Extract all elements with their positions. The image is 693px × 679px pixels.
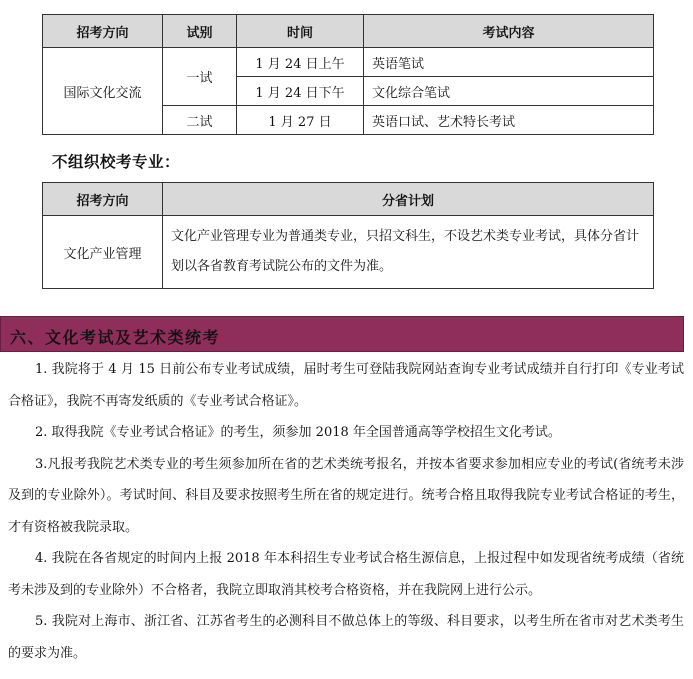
direction-cell: 文化产业管理 — [43, 216, 163, 289]
table-header-row — [43, 183, 654, 216]
paragraph: 1. 我院将于 4 月 15 日前公布专业考试成绩，届时考生可登陆我院网站查询专业考试成绩并自行打印《专业考试合格证》，我院不再寄发纸质的《专业考试合格证》。 — [8, 362, 684, 409]
stage-cell: 二试 — [163, 106, 237, 135]
section-header-bar — [0, 316, 684, 352]
section-title: 六、文化考试及艺术类统考 — [10, 328, 221, 347]
header-stage: 试别 — [163, 15, 237, 48]
content-cell: 英语口试、艺术特长考试 — [364, 106, 654, 135]
time-cell: 1 月 24 日下午 — [237, 77, 364, 106]
content-cell: 文化综合笔试 — [364, 77, 654, 106]
header-direction: 招考方向 — [43, 15, 163, 48]
paragraph: 4. 我院在各省规定的时间内上报 2018 年本科招生专业考试合格生源信息，上报过程中如发现省统考成绩（省统考未涉及到的专业除外）不合格者，我院立即取消其校考合格资格，并在我院网上进行公示。 — [8, 551, 684, 598]
header-time: 时间 — [237, 15, 364, 48]
paragraph: 5. 我院对上海市、浙江省、江苏省考生的必测科目不做总体上的等级、科目要求，以考生所在省市对艺术类考生的要求为准。 — [8, 614, 684, 661]
time-cell: 1 月 27 日 — [237, 106, 364, 135]
header-plan: 分省计划 — [163, 183, 654, 216]
provincial-plan-table — [42, 182, 654, 289]
direction-cell: 国际文化交流 — [43, 48, 163, 135]
header-content: 考试内容 — [364, 15, 654, 48]
subtitle: 不组织校考专业： — [52, 153, 181, 171]
exam-schedule-table — [42, 14, 654, 135]
table-header-row — [43, 15, 654, 48]
header-direction: 招考方向 — [43, 183, 163, 216]
time-cell: 1 月 24 日上午 — [237, 48, 364, 77]
plan-cell: 文化产业管理专业为普通类专业，只招文科生，不设艺术类专业考试，具体分省计划以各省教育考试院公布的文件为准。 — [163, 216, 654, 289]
table-row — [43, 216, 654, 289]
table-row — [43, 48, 654, 77]
section-body — [8, 354, 684, 669]
paragraph: 3.凡报考我院艺术类专业的考生须参加所在省的艺术类统考报名，并按本省要求参加相应专业的考试(省统考未涉及到的专业除外）。考试时间、科目及要求按照考生所在省的规定进行。统考合格且取得我院专业考试合格证的考生，才有资格被我院录取。 — [8, 456, 684, 535]
content-cell: 英语笔试 — [364, 48, 654, 77]
stage-cell: 一试 — [163, 48, 237, 106]
paragraph: 2. 取得我院《专业考试合格证》的考生，须参加 2018 年全国普通高等学校招生文化考试。 — [35, 425, 561, 440]
